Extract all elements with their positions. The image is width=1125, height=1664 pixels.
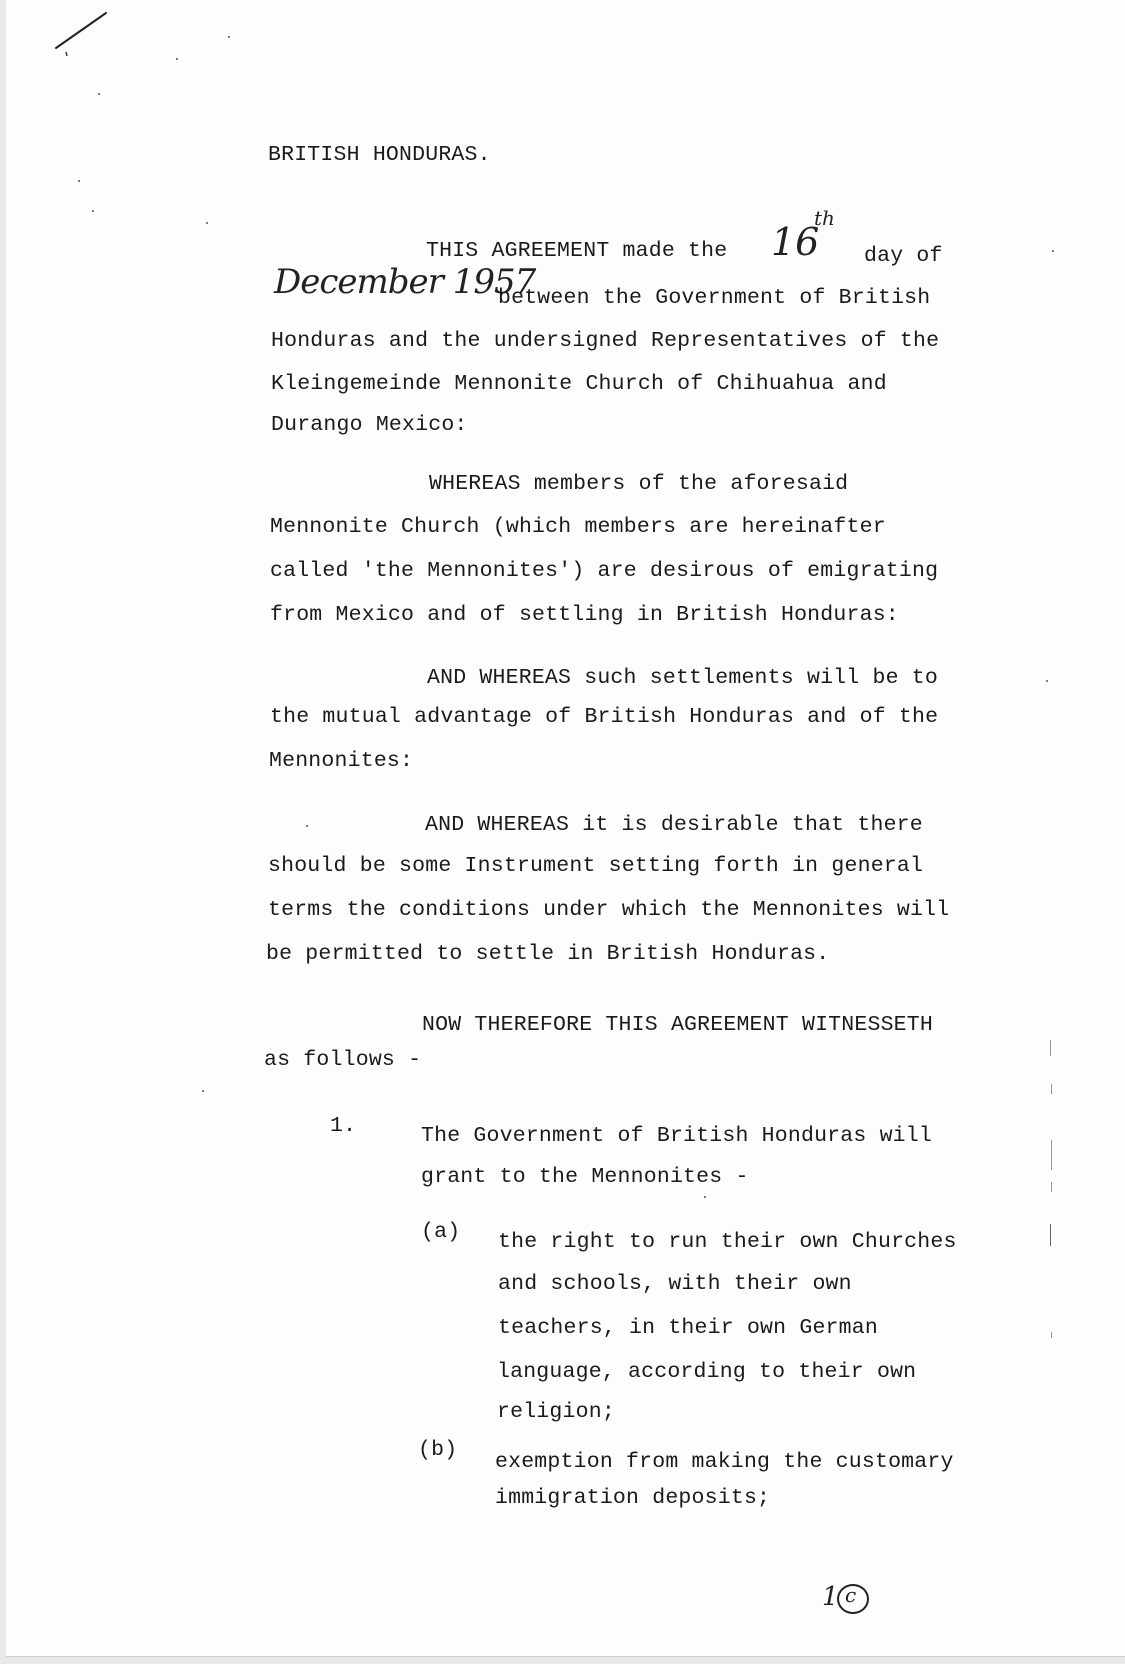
handwritten-month-year: December 1957 (274, 262, 536, 302)
margin-mark (1050, 1040, 1051, 1056)
intro-line-1: THIS AGREEMENT made the (426, 239, 728, 263)
margin-mark (1050, 1224, 1051, 1246)
intro-line-5: Durango Mexico: (271, 413, 468, 437)
witnesseth-line-2: as follows - (264, 1048, 422, 1072)
margin-mark (1051, 1140, 1052, 1170)
item-a-line-2: and schools, with their own (498, 1272, 852, 1296)
speck (78, 180, 80, 182)
item-a-label: (a) (421, 1220, 461, 1244)
item-a-line-3: teachers, in their own German (498, 1316, 878, 1340)
speck (306, 825, 308, 827)
clause-1-line-1: The Government of British Honduras will (421, 1124, 932, 1148)
page-mark-number: 1 (822, 1582, 839, 1612)
item-a-line-4: language, according to their own (497, 1360, 917, 1384)
margin-mark (1051, 1084, 1052, 1094)
clause-1-number: 1. (330, 1114, 357, 1138)
whereas2-line-2: the mutual advantage of British Honduras and of the (270, 705, 939, 729)
whereas1-line-4: from Mexico and of settling in British Honduras: (270, 603, 899, 627)
clause-1-line-2: grant to the Mennonites - (421, 1165, 749, 1189)
item-a-line-1: the right to run their own Churches (498, 1230, 957, 1254)
whereas2-line-3: Mennonites: (269, 749, 414, 773)
speck (704, 1196, 706, 1198)
speck (98, 93, 100, 95)
intro-line-2: between the Government of British (498, 286, 931, 310)
margin-mark (1051, 1332, 1052, 1338)
intro-line-4: Kleingemeinde Mennonite Church of Chihuahua and (271, 372, 887, 396)
handwritten-day-suffix: th (814, 206, 835, 230)
whereas1-line-2: Mennonite Church (which members are hereinafter (270, 515, 886, 539)
page-mark-circled-letter: c (845, 1583, 857, 1607)
speck (206, 222, 208, 224)
corner-tick-mark (50, 8, 120, 58)
item-a-line-5: religion; (497, 1400, 615, 1424)
document-heading: BRITISH HONDURAS. (268, 143, 491, 167)
intro-line-1-end: day of (864, 244, 943, 268)
margin-mark (1051, 1182, 1052, 1192)
speck (92, 210, 94, 212)
speck (228, 36, 230, 38)
whereas1-line-3: called 'the Mennonites') are desirous of emigrating (270, 559, 939, 583)
intro-line-3: Honduras and the undersigned Representatives of the (271, 329, 940, 353)
whereas3-line-2: should be some Instrument setting forth in general (268, 854, 924, 878)
item-b-line-2: immigration deposits; (495, 1486, 771, 1510)
speck (1046, 680, 1048, 682)
whereas3-line-1: AND WHEREAS it is desirable that there (425, 813, 923, 837)
document-page (6, 0, 1125, 1657)
whereas3-line-3: terms the conditions under which the Mennonites will (268, 898, 950, 922)
handwritten-day: 16 (771, 220, 820, 264)
witnesseth-line-1: NOW THEREFORE THIS AGREEMENT WITNESSETH (422, 1013, 933, 1037)
page-mark (820, 1582, 880, 1618)
item-b-line-1: exemption from making the customary (495, 1450, 954, 1474)
speck (202, 1090, 204, 1092)
item-b-label: (b) (418, 1438, 458, 1462)
whereas1-line-1: WHEREAS members of the aforesaid (429, 472, 849, 496)
whereas3-line-4: be permitted to settle in British Honduras. (266, 942, 830, 966)
whereas2-line-1: AND WHEREAS such settlements will be to (427, 666, 938, 690)
speck (176, 58, 178, 60)
speck (1052, 250, 1054, 252)
